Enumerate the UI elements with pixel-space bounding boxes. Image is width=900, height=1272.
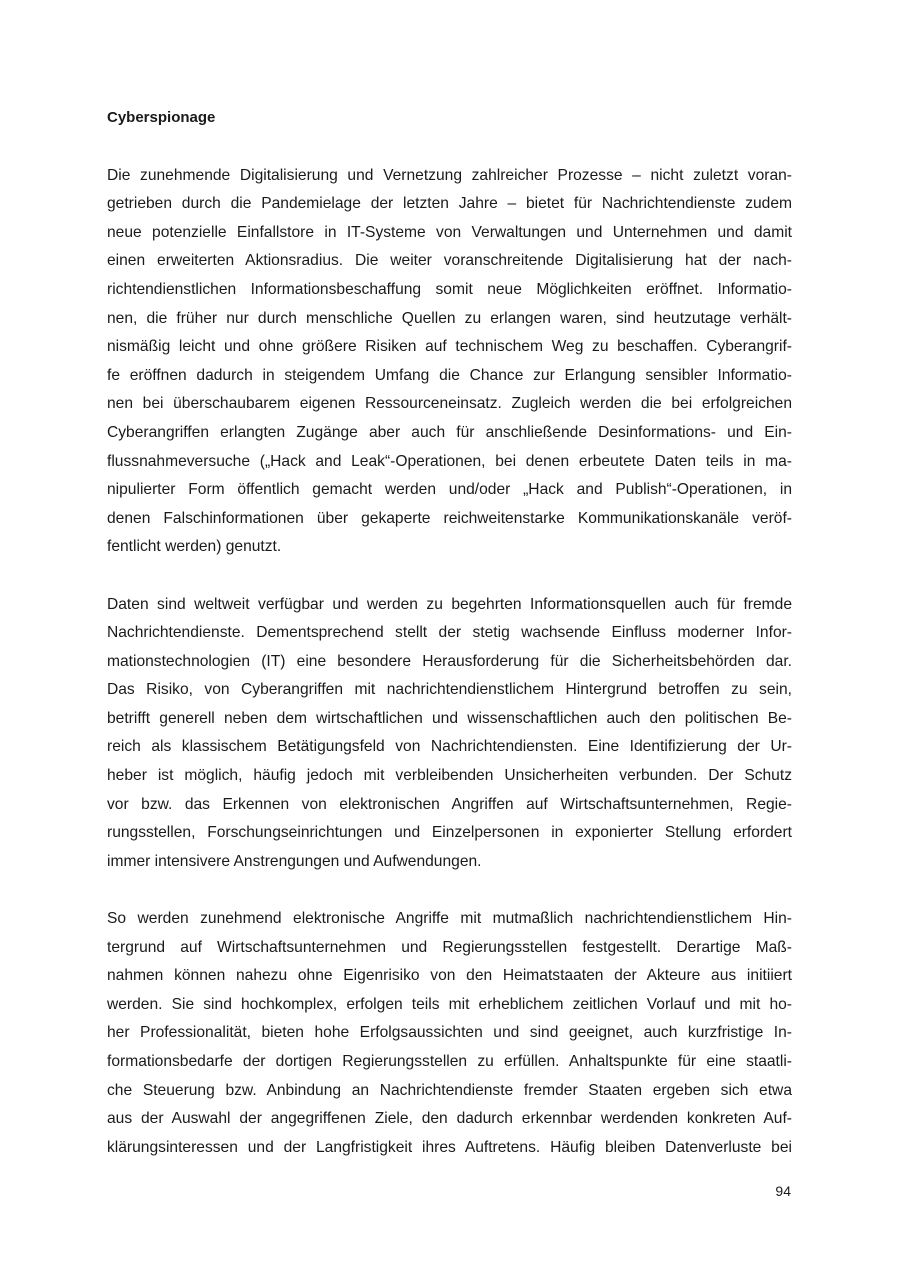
text-line: che Steuerung bzw. Anbindung an Nachrichtendienste fremder Staaten ergeben sich etwa	[107, 1081, 792, 1099]
text-line: fentlicht werden) genutzt.	[107, 538, 282, 556]
text-line: fe eröffnen dadurch in steigendem Umfang die Chance zur Erlangung sensibler Informatio-	[107, 366, 792, 384]
text-line: nahmen können nahezu ohne Eigenrisiko von den Heimatstaaten der Akteure aus initiiert	[107, 967, 792, 985]
text-line: flussnahmeversuche („Hack and Leak“-Operationen, bei denen erbeutete Daten teils in ma-	[107, 452, 792, 470]
text-line: heber ist möglich, häufig jedoch mit verbleibenden Unsicherheiten verbunden. Der Schutz	[107, 767, 792, 785]
text-line: klärungsinteressen und der Langfristigkeit ihres Auftretens. Häufig bleiben Datenverluste bei	[107, 1138, 792, 1156]
paragraph-2	[107, 591, 792, 877]
text-line: getrieben durch die Pandemielage der letzten Jahre – bietet für Nachrichtendienste zudem	[107, 195, 792, 213]
text-line: Das Risiko, von Cyberangriffen mit nachrichtendienstlichem Hintergrund betroffen zu sein,	[107, 681, 792, 699]
text-line: So werden zunehmend elektronische Angriffe mit mutmaßlich nachrichtendienstlichem Hin-	[107, 910, 792, 928]
text-line: nen, die früher nur durch menschliche Quellen zu erlangen waren, sind heutzutage verhält-	[107, 309, 792, 327]
section-heading: Cyberspionage	[107, 109, 216, 126]
text-line: immer intensivere Anstrengungen und Aufwendungen.	[107, 852, 482, 870]
page-content	[107, 104, 792, 1191]
paragraph-1	[107, 162, 792, 562]
text-line: Daten sind weltweit verfügbar und werden zu begehrten Informationsquellen auch für fremde	[107, 595, 792, 613]
text-line: vor bzw. das Erkennen von elektronischen Angriffen auf Wirtschaftsunternehmen, Regie-	[107, 795, 792, 813]
text-line: betrifft generell neben dem wirtschaftlichen und wissenschaftlichen auch den politischen Be-	[107, 709, 792, 727]
text-line: tergrund auf Wirtschaftsunternehmen und Regierungsstellen festgestellt. Derartige Maß-	[107, 938, 792, 956]
text-line: richtendienstlichen Informationsbeschaffung somit neue Möglichkeiten eröffnet. Informatio-	[107, 280, 792, 298]
text-line: reich als klassischem Betätigungsfeld von Nachrichtendiensten. Eine Identifizierung der Ur-	[107, 738, 792, 756]
text-line: einen erweiterten Aktionsradius. Die weiter voranschreitende Digitalisierung hat der nach-	[107, 252, 792, 270]
text-line: her Professionalität, bieten hohe Erfolgsaussichten und sind geeignet, auch kurzfristige In-	[107, 1024, 792, 1042]
text-line: neue potenzielle Einfallstore in IT-Systeme von Verwaltungen und Unternehmen und damit	[107, 223, 792, 241]
text-line: nipulierter Form öffentlich gemacht werden und/oder „Hack and Publish“-Operationen, in	[107, 481, 792, 499]
page-number: 94	[775, 1183, 791, 1199]
paragraph-3	[107, 905, 792, 1162]
text-line: nen bei überschaubarem eigenen Ressourceneinsatz. Zugleich werden die bei erfolgreichen	[107, 395, 792, 413]
text-line: werden. Sie sind hochkomplex, erfolgen teils mit erheblichem zeitlichen Vorlauf und mit ho-	[107, 995, 792, 1013]
text-line: aus der Auswahl der angegriffenen Ziele, den dadurch erkennbar werdenden konkreten Auf-	[107, 1110, 792, 1128]
text-line: rungsstellen, Forschungseinrichtungen und Einzelpersonen in exponierter Stellung erfordert	[107, 824, 792, 842]
text-line: mationstechnologien (IT) eine besondere Herausforderung für die Sicherheitsbehörden dar.	[107, 652, 792, 670]
text-line: formationsbedarfe der dortigen Regierungsstellen zu erfüllen. Anhaltspunkte für eine staatli-	[107, 1053, 792, 1070]
text-line: Die zunehmende Digitalisierung und Vernetzung zahlreicher Prozesse – nicht zuletzt voran-	[107, 166, 792, 184]
text-line: denen Falschinformationen über gekaperte reichweitenstarke Kommunikationskanäle veröf-	[107, 509, 792, 527]
text-line: nismäßig leicht und ohne größere Risiken auf technischem Weg zu beschaffen. Cyberangrif-	[107, 338, 792, 356]
text-line: Cyberangriffen erlangten Zugänge aber auch für anschließende Desinformations- und Ein-	[107, 423, 792, 441]
text-line: Nachrichtendienste. Dementsprechend stellt der stetig wachsende Einfluss moderner Infor-	[107, 624, 792, 642]
